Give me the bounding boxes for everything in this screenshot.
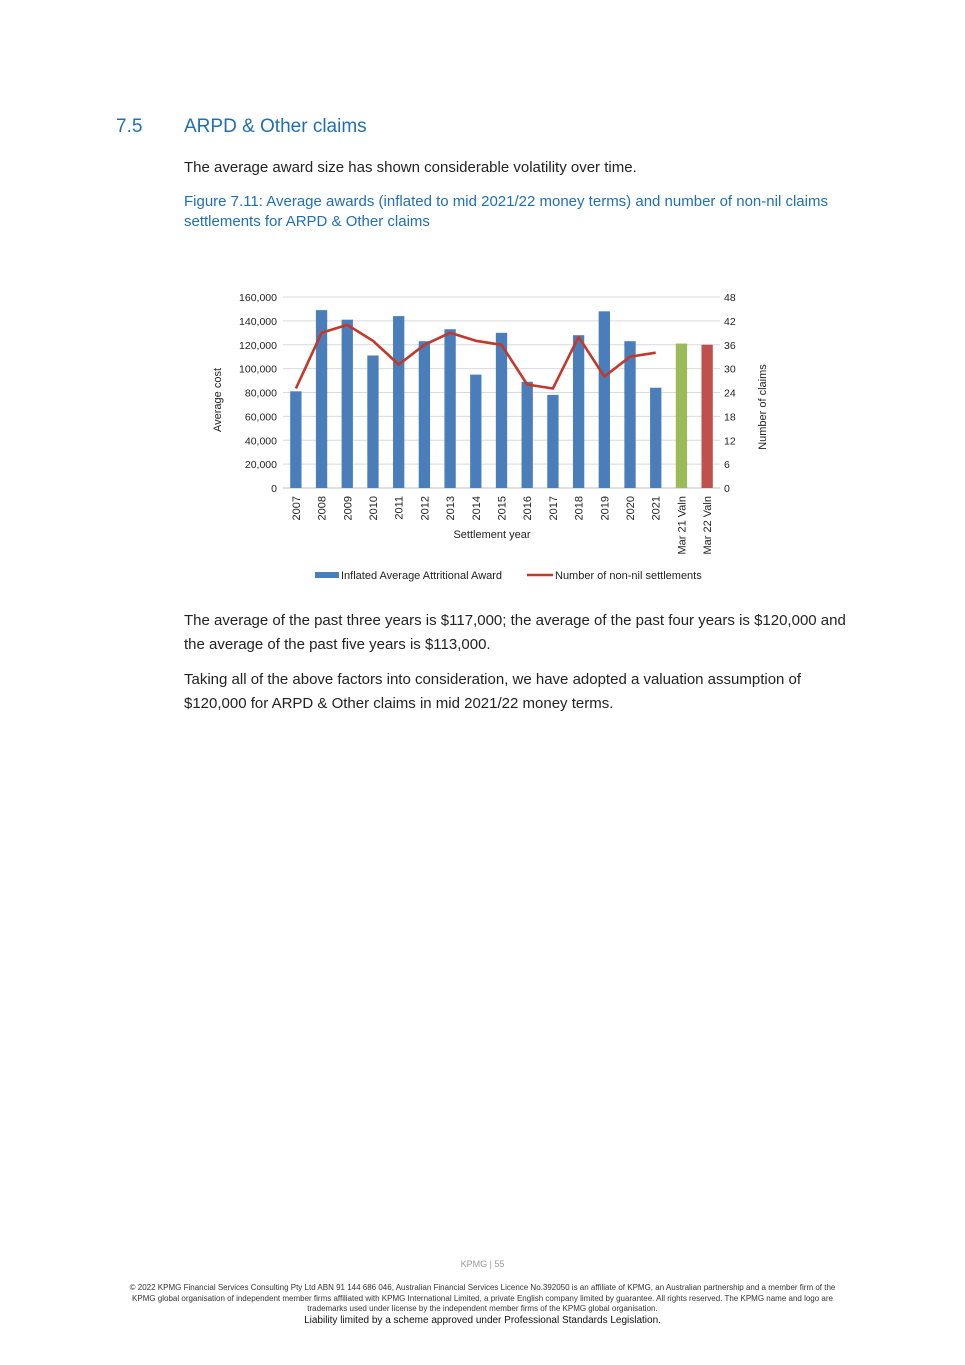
bar <box>650 388 661 488</box>
bar <box>496 333 507 488</box>
x-tick-label: 2020 <box>625 496 638 521</box>
y2-axis-title: Number of claims <box>757 364 769 450</box>
x-tick-label: 2021 <box>650 496 663 521</box>
y2-tick-label: 42 <box>724 315 736 328</box>
bar <box>522 382 533 488</box>
x-tick-label: Mar 21 Valn <box>676 496 689 555</box>
bar <box>624 341 635 488</box>
x-tick-label: 2011 <box>393 496 406 520</box>
paragraph-averages: The average of the past three years is $117,000; the average of the past four years is $120,000 and the average of the past five years is $113,000. <box>184 612 846 653</box>
x-tick-label: 2008 <box>316 496 329 521</box>
liability-notice: Liability limited by a scheme approved under Professional Standards Legislation. <box>304 1315 661 1326</box>
y-tick-label: 100,000 <box>239 363 277 376</box>
y2-tick-label: 48 <box>724 292 736 304</box>
x-tick-label: 2017 <box>547 496 560 521</box>
legend-label-bar: Inflated Average Attritional Award <box>341 570 503 582</box>
x-tick-label: 2016 <box>522 496 535 521</box>
y2-tick-label: 0 <box>724 483 730 495</box>
x-axis-title: Settlement year <box>453 529 531 541</box>
y2-tick-label: 30 <box>724 363 736 376</box>
page-number: KPMG | 55 <box>460 1259 505 1269</box>
y2-tick-label: 6 <box>724 459 730 472</box>
x-tick-label: 2014 <box>470 496 483 521</box>
y-tick-label: 160,000 <box>239 292 277 304</box>
y-tick-label: 60,000 <box>244 411 277 424</box>
y2-tick-label: 24 <box>724 387 736 400</box>
bar <box>393 316 404 488</box>
bar <box>470 375 481 488</box>
bar <box>342 320 353 488</box>
bar <box>701 345 712 488</box>
section-number: 7.5 <box>116 116 143 137</box>
y-tick-label: 80,000 <box>244 387 277 400</box>
x-tick-label: 2015 <box>496 496 509 521</box>
y-tick-label: 140,000 <box>239 315 277 328</box>
y-tick-label: 40,000 <box>244 435 277 448</box>
legend-swatch-bar <box>315 572 339 578</box>
x-tick-label: 2010 <box>367 496 380 521</box>
section-title: ARPD & Other claims <box>184 116 367 137</box>
x-tick-label: 2009 <box>342 496 355 521</box>
bar <box>676 344 687 488</box>
intro-paragraph: The average award size has shown considerable volatility over time. <box>184 159 637 176</box>
legend-label-line: Number of non-nil settlements <box>555 570 702 582</box>
x-tick-label: Mar 22 Valn <box>702 496 715 555</box>
bar <box>444 329 455 488</box>
combo-chart <box>200 285 780 590</box>
legal-notice: © 2022 KPMG Financial Services Consulting Pty Ltd ABN 91 144 686 046, Australian Financial Services Licence No.392050 is an affiliate of KPMG, an Australian partnership and a member firm of the KPMG global organisation of independent member firms affiliated with KPMG International Limited, a private English company limited by guarantee. All rights reserved. The KPMG name and logo are trademarks used under license by the independent member firms of the KPMG global organisation. <box>129 1283 836 1313</box>
x-tick-label: 2019 <box>599 496 612 521</box>
y2-tick-label: 12 <box>724 435 736 448</box>
y-tick-label: 20,000 <box>244 459 277 472</box>
y-axis-title: Average cost <box>212 367 224 433</box>
bar <box>290 391 301 488</box>
bar <box>419 341 430 488</box>
x-tick-label: 2012 <box>419 496 432 521</box>
y-tick-label: 0 <box>271 483 277 495</box>
bar <box>599 311 610 488</box>
bar <box>573 335 584 488</box>
x-tick-label: 2013 <box>445 496 458 521</box>
bar <box>367 355 378 488</box>
y-tick-label: 120,000 <box>239 339 277 352</box>
x-tick-label: 2018 <box>573 496 586 521</box>
x-tick-label: 2007 <box>290 496 303 521</box>
bar <box>316 310 327 488</box>
paragraph-assumption: Taking all of the above factors into consideration, we have adopted a valuation assumption of $120,000 for ARPD & Other claims in mid 2021/22 money terms. <box>184 671 802 712</box>
y2-tick-label: 18 <box>724 411 736 424</box>
figure-caption: Figure 7.11: Average awards (inflated to mid 2021/22 money terms) and number of non-nil claims settlements for ARPD & Other claims <box>184 193 828 230</box>
bar <box>547 395 558 488</box>
y2-tick-label: 36 <box>724 339 736 352</box>
